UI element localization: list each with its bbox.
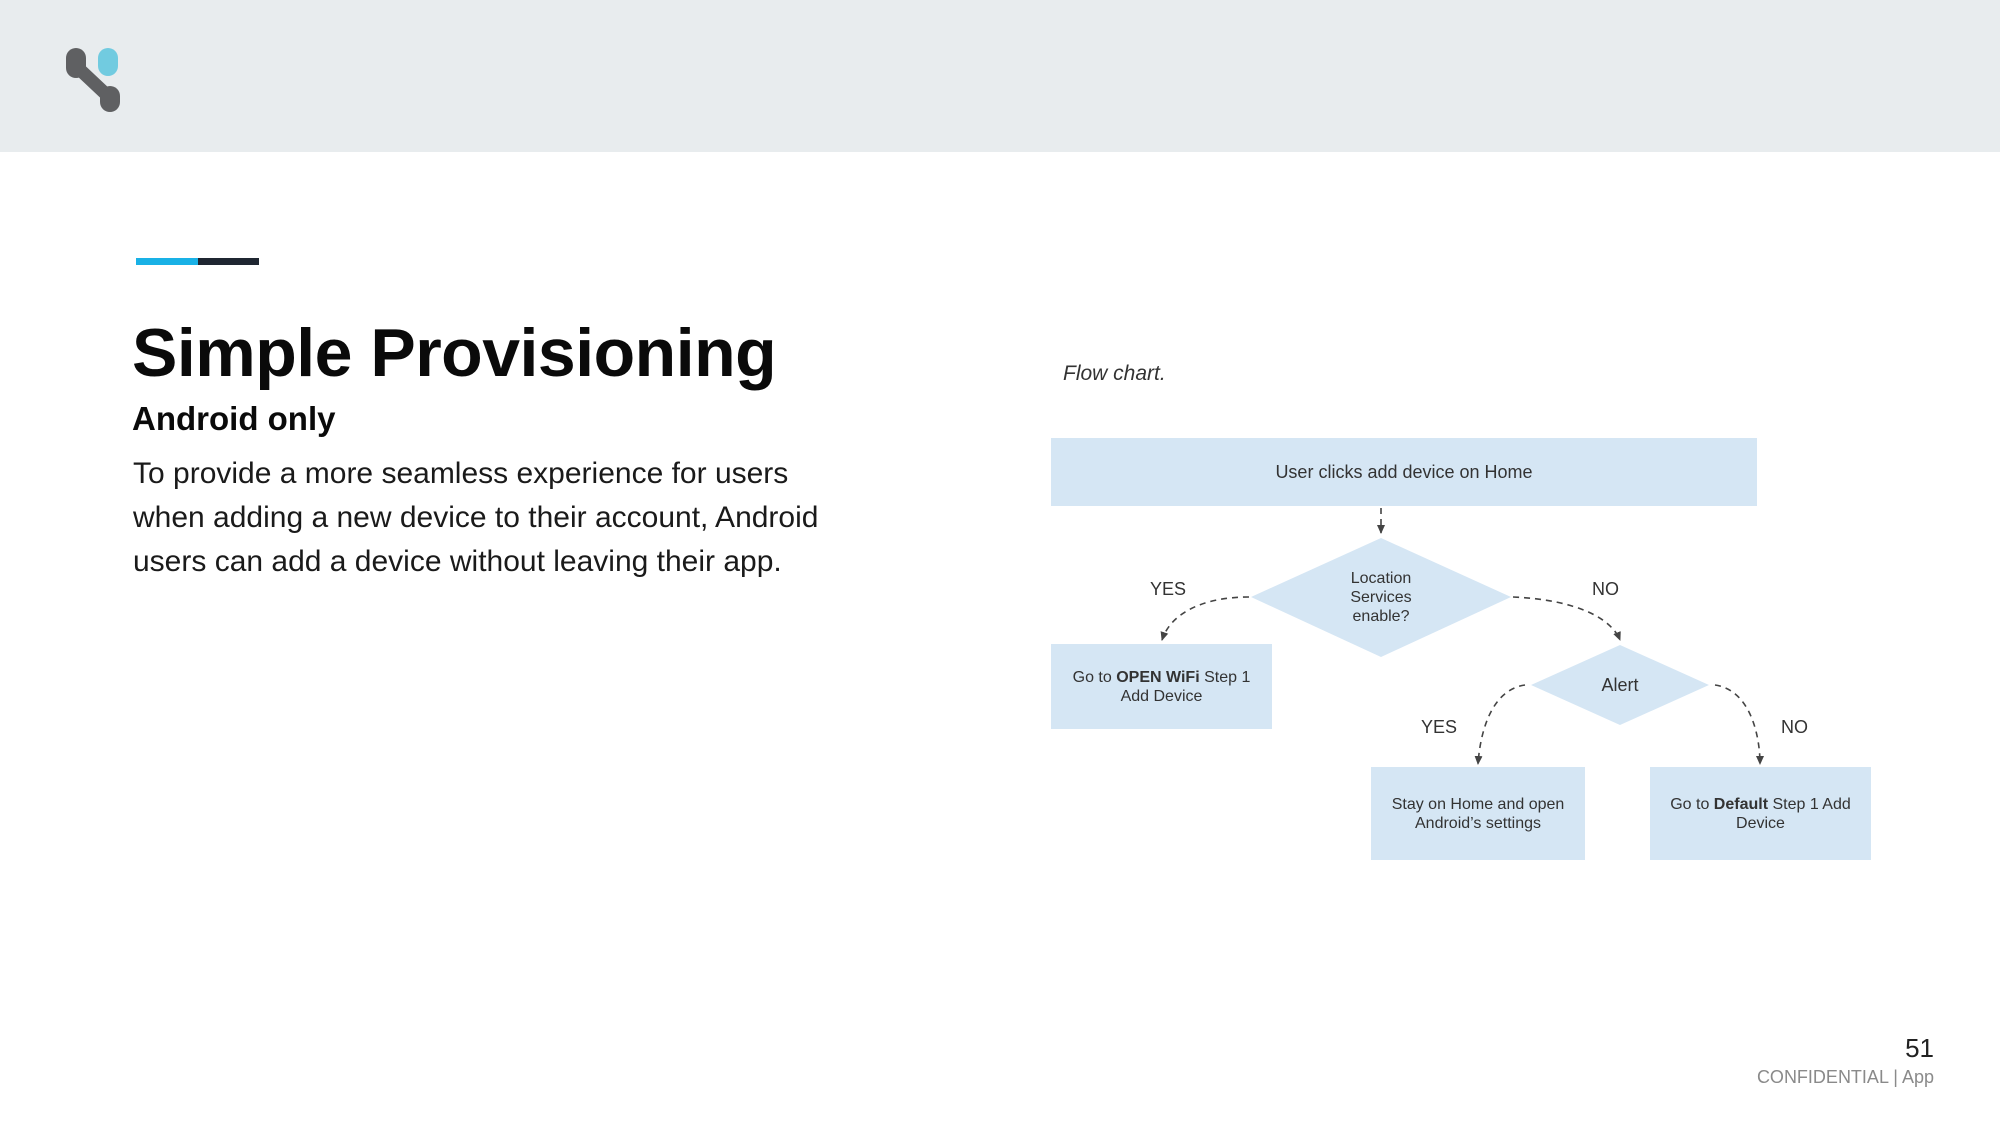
slide-body: To provide a more seamless experience for users when adding a new device to their account, Android users can add a device without leaving their app. [133, 457, 819, 578]
connector-alert-yes [1478, 685, 1525, 764]
flow-node-default-step-label: Go to Default Step 1 Add Device [1670, 795, 1851, 832]
connector-alert-no [1715, 685, 1760, 764]
flow-node-open-wifi-label: Go to OPEN WiFi Step 1 Add Device [1072, 668, 1251, 705]
flow-node-location-services [1321, 565, 1441, 629]
flowchart-caption: Flow chart. [1063, 362, 1166, 385]
confidential-label: CONFIDENTIAL | App [1756, 1067, 1934, 1087]
slide-subtitle: Android only [132, 400, 336, 437]
flow-node-start [1051, 438, 1757, 506]
slide-title: Simple Provisioning [132, 315, 777, 391]
flow-node-default-step [1650, 767, 1871, 860]
flow-node-alert-label: Alert [1601, 674, 1639, 695]
connector-location-yes [1162, 597, 1249, 640]
flow-node-alert [1570, 670, 1670, 700]
flow-node-open-wifi [1051, 644, 1272, 729]
flow-node-start-label: User clicks add device on Home [1275, 461, 1533, 482]
branch-label-yes-location: YES [1150, 579, 1187, 599]
flow-node-stay-home-label: Stay on Home and open Android’s settings [1391, 795, 1565, 832]
flow-node-stay-home [1371, 767, 1585, 860]
connector-location-no [1513, 597, 1620, 640]
branch-label-no-alert: NO [1781, 717, 1808, 737]
branch-label-no-location: NO [1592, 579, 1619, 599]
flow-node-location-label: Location Services enable? [1350, 569, 1412, 625]
branch-label-yes-alert: YES [1421, 717, 1458, 737]
page-number: 51 [1905, 1033, 1934, 1063]
